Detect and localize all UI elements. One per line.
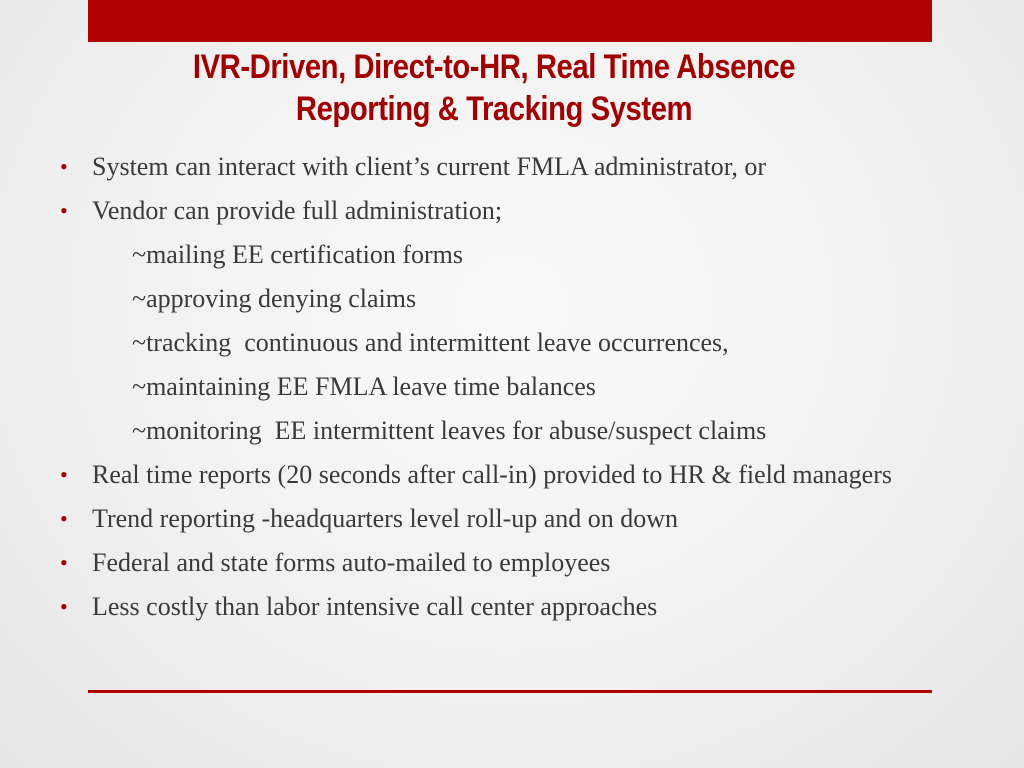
bullet-text: Less costly than labor intensive call center approaches — [92, 592, 658, 621]
sub-item-text: ~monitoring EE intermittent leaves for abuse/suspect claims — [132, 416, 767, 445]
sub-item — [60, 412, 940, 449]
sub-item — [60, 280, 940, 317]
bullet-item — [60, 544, 940, 581]
bullet-text: System can interact with client’s current FMLA administrator, or — [92, 152, 767, 181]
bullet-dot-icon: • — [60, 550, 68, 575]
bullet-text: Trend reporting -headquarters level roll-up and on down — [92, 504, 679, 533]
slide-title — [145, 46, 843, 130]
slide-title-line-2: Reporting & Tracking System — [295, 90, 693, 128]
sub-item-text: ~approving denying claims — [132, 284, 417, 313]
sub-item — [60, 236, 940, 273]
bullet-text: Federal and state forms auto-mailed to employees — [92, 548, 611, 577]
bottom-accent-rule — [88, 690, 932, 693]
bullet-dot-icon: • — [60, 154, 68, 179]
bullet-item — [60, 588, 940, 625]
bullet-dot-icon: • — [60, 198, 68, 223]
sub-item-text: ~mailing EE certification forms — [132, 240, 464, 269]
bullet-item — [60, 456, 940, 493]
sub-item — [60, 368, 940, 405]
sub-item-text: ~maintaining EE FMLA leave time balances — [132, 372, 596, 401]
bullet-item — [60, 500, 940, 537]
bullet-text: Vendor can provide full administration; — [92, 196, 503, 225]
bullet-item — [60, 148, 940, 185]
bullet-dot-icon: • — [60, 594, 68, 619]
bullet-dot-icon: • — [60, 462, 68, 487]
sub-item-text: ~tracking continuous and intermittent leave occurrences, — [132, 328, 729, 357]
slide-body — [60, 148, 940, 632]
slide-title-line-1: IVR-Driven, Direct-to-HR, Real Time Absence — [192, 48, 796, 86]
sub-item — [60, 324, 940, 361]
bullet-text: Real time reports (20 seconds after call-in) provided to HR & field managers — [92, 460, 892, 489]
top-accent-bar — [88, 0, 932, 42]
bullet-item — [60, 192, 940, 229]
bullet-dot-icon: • — [60, 506, 68, 531]
